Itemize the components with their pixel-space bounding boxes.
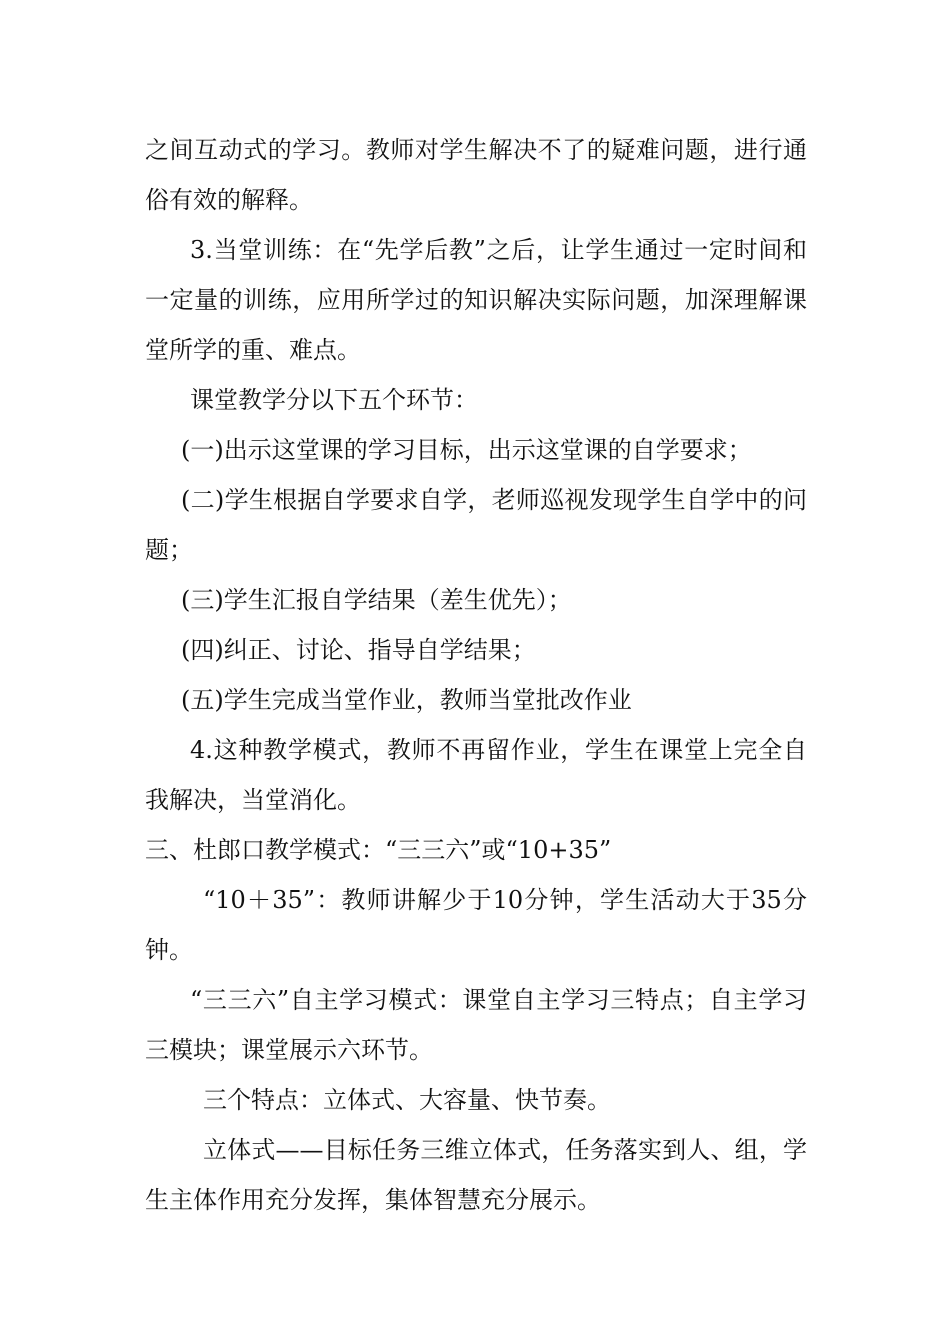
list-item: (一)出示这堂课的学习目标，出示这堂课的自学要求； xyxy=(181,436,752,464)
document-body xyxy=(145,125,807,1225)
paragraph: 4.这种教学模式，教师不再留作业，学生在课堂上完全自我解决，当堂消化。 xyxy=(145,736,807,814)
paragraph: 3.当堂训练：在“先学后教”之后，让学生通过一定时间和一定量的训练，应用所学过的知识解决实际问题，加深理解课堂所学的重、难点。 xyxy=(145,236,807,364)
paragraph: “三三六”自主学习模式：课堂自主学习三特点；自主学习三模块；课堂展示六环节。 xyxy=(145,986,807,1064)
section-heading: 三、杜郎口教学模式：“三三六”或“10+35” xyxy=(145,836,612,864)
paragraph: 课堂教学分以下五个环节： xyxy=(190,386,478,414)
paragraph: 立体式——目标任务三维立体式，任务落实到人、组，学生主体作用充分发挥，集体智慧充分展示。 xyxy=(145,1136,807,1214)
list-item: (五)学生完成当堂作业，教师当堂批改作业 xyxy=(181,686,632,714)
list-item: (四)纠正、讨论、指导自学结果； xyxy=(181,636,536,664)
paragraph: “10＋35”：教师讲解少于10分钟，学生活动大于35分钟。 xyxy=(145,886,807,964)
list-item: (二)学生根据自学要求自学，老师巡视发现学生自学中的问题； xyxy=(145,486,807,564)
paragraph: 之间互动式的学习。教师对学生解决不了的疑难问题，进行通俗有效的解释。 xyxy=(145,136,807,214)
paragraph: 三个特点：立体式、大容量、快节奏。 xyxy=(203,1086,611,1114)
list-item: (三)学生汇报自学结果（差生优先）； xyxy=(181,586,572,614)
